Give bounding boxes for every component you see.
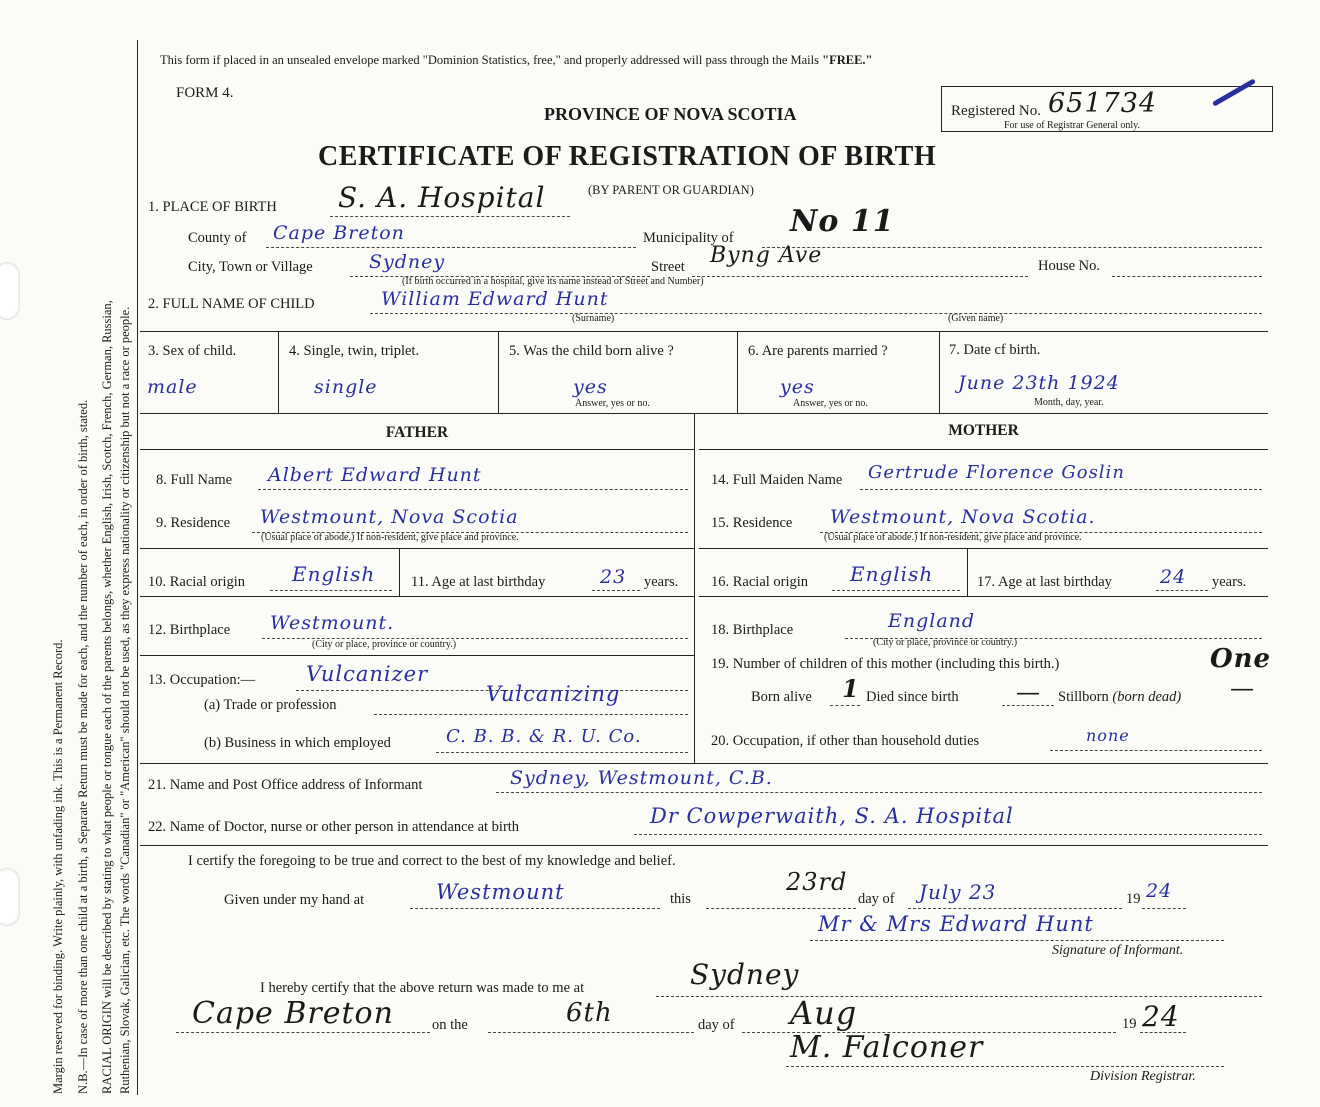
certify-month-value: July 23: [919, 880, 997, 904]
given-place-value: Westmount: [436, 880, 565, 904]
mother-birthplace-label: 18. Birthplace: [711, 622, 794, 638]
street-value: Byng Ave: [710, 243, 823, 268]
died-since-birth-line: [1002, 705, 1054, 706]
father-race-top-border: [140, 548, 694, 549]
certificate-title: CERTIFICATE OF REGISTRATION OF BIRTH: [318, 141, 937, 172]
margin-note-binding: Margin reserved for binding. Write plainly, with unfading ink. This is a Permanent Record.: [51, 639, 65, 1094]
binding-hole-bottom: [0, 868, 20, 926]
father-name-value: Albert Edward Hunt: [268, 464, 482, 486]
county-line: [266, 247, 636, 248]
mother-race-line: [832, 590, 960, 591]
single-value: single: [314, 376, 378, 398]
parents-top-border: [140, 413, 1268, 414]
registrar-place-value: Sydney: [690, 958, 800, 991]
municipality-value: No 11: [790, 204, 895, 239]
registrar-place-line: [656, 996, 1262, 997]
father-age-line: [592, 590, 640, 591]
registrar-signature: M. Falconer: [790, 1030, 984, 1065]
stillborn-label: [1058, 689, 1181, 706]
born-alive-value: 1: [842, 674, 860, 703]
registrar-month-value: Aug: [790, 994, 858, 1032]
city-label: City, Town or Village: [188, 259, 313, 275]
informant-label: 21. Name and Post Office address of Informant: [148, 777, 423, 793]
certification-top-border: [140, 845, 1268, 846]
mother-heading: MOTHER: [948, 422, 1019, 439]
father-race-divider: [399, 548, 400, 596]
by-parent-note: (BY PARENT OR GUARDIAN): [588, 183, 754, 197]
given-place-line: [410, 908, 660, 909]
parents-married-label: 6. Are parents married ?: [748, 343, 888, 359]
mother-birthplace-top-border: [699, 596, 1268, 597]
mail-notice-free: "FREE.": [822, 53, 873, 67]
informant-line: [496, 792, 1262, 793]
stillborn-value: —: [1230, 674, 1255, 702]
father-business-value: C. B. B. & R. U. Co.: [446, 726, 642, 747]
registrar-only-note: For use of Registrar General only.: [1004, 120, 1140, 131]
registrar-day-line: [488, 1032, 694, 1033]
informant-signature: Mr & Mrs Edward Hunt: [818, 912, 1094, 936]
province-heading: PROVINCE OF NOVA SCOTIA: [544, 104, 797, 124]
father-trade-label: (a) Trade or profession: [204, 697, 337, 713]
father-name-label: 8. Full Name: [156, 472, 233, 488]
binding-hole-top: [0, 262, 20, 320]
father-heading: FATHER: [385, 424, 449, 441]
father-occupation-label: 13. Occupation:—: [148, 672, 256, 688]
died-since-birth-label: Died since birth: [866, 689, 959, 705]
child-name-label: 2. FULL NAME OF CHILD: [148, 296, 315, 312]
hospital-note: (If birth occurred in a hospital, give its name instead of Street and Number): [402, 276, 704, 287]
born-alive-note: Answer, yes or no.: [575, 398, 650, 409]
father-trade-value: Vulcanizing: [486, 682, 621, 706]
margin-border: [137, 40, 138, 1095]
father-occupation-value: Vulcanizer: [306, 662, 429, 686]
stillborn-label-text: Stillborn: [1058, 689, 1109, 705]
certify-year-line: [1142, 908, 1186, 909]
certify-year-value: 24: [1146, 880, 1173, 902]
parents-married-note: Answer, yes or no.: [793, 398, 868, 409]
mother-age-years: years.: [1212, 574, 1247, 590]
born-alive-answer: yes: [573, 376, 608, 398]
mother-birthplace-note: (City or place, province or country.): [873, 637, 1018, 648]
place-of-birth-label: 1. PLACE OF BIRTH: [148, 199, 277, 215]
doctor-label: 22. Name of Doctor, nurse or other person in attendance at birth: [148, 819, 520, 835]
mail-notice-text: This form if placed in an unsealed envelope marked "Dominion Statistics, free," and properly addressed will pass through the Mails: [160, 53, 819, 67]
mother-race-divider: [967, 548, 968, 596]
mother-birthplace-value: England: [888, 610, 976, 632]
mother-occupation-label: 20. Occupation, if other than household duties: [711, 733, 980, 749]
sex-label: 3. Sex of child.: [148, 343, 237, 359]
date-of-birth-label: 7. Date cf birth.: [949, 342, 1041, 358]
certify-month-line: [908, 908, 1122, 909]
informant-signature-line: [810, 940, 1224, 941]
father-occupation-top-border: [140, 655, 694, 656]
row3-divider-4: [939, 331, 940, 413]
mother-race-top-border: [699, 548, 1268, 549]
mother-occupation-line: [1050, 750, 1262, 751]
municipality-line: [762, 247, 1262, 248]
margin-note-nationality: Ruthenian, Slovak, Galician, etc. The words "Canadian" or "American" should not be used, as they express nationality or citizenship but not a race or people.: [118, 306, 132, 1094]
certify-day-line: [706, 908, 856, 909]
date-of-birth-note: Month, day, year.: [1034, 397, 1104, 408]
father-residence-label: 9. Residence: [156, 515, 231, 531]
father-birthplace-top-border: [140, 596, 694, 597]
doctor-value: Dr Cowperwaith, S. A. Hospital: [650, 804, 1014, 828]
registrar-year-line: [1140, 1032, 1186, 1033]
row3-divider-1: [278, 331, 279, 413]
father-residence-value: Westmount, Nova Scotia: [260, 506, 519, 528]
registrar-signature-line: [786, 1066, 1224, 1067]
registrar-year-value: 24: [1142, 1000, 1180, 1033]
registered-number: 651734: [1048, 88, 1158, 119]
parents-center-divider: [694, 413, 695, 763]
father-birthplace-note: (City or place, province or country.): [312, 639, 457, 650]
city-value: Sydney: [369, 251, 446, 273]
registrar-county-value: Cape Breton: [192, 996, 394, 1031]
certify-year-prefix: 19: [1126, 891, 1141, 907]
father-name-line: [258, 489, 688, 490]
county-value: Cape Breton: [273, 222, 405, 244]
registrar-county-line: [176, 1032, 430, 1033]
father-race-value: English: [292, 562, 376, 586]
informant-value: Sydney, Westmount, C.B.: [510, 767, 773, 789]
mother-name-label: 14. Full Maiden Name: [711, 472, 843, 488]
margin-note-multiple-births: N.B.—In case of more than one child at a birth, a Separate Return must be made for each, and the number of each, in order of birth, stated.: [76, 399, 90, 1094]
registrar-on-the-label: on the: [432, 1017, 468, 1033]
sex-value: male: [147, 376, 198, 398]
father-birthplace-label: 12. Birthplace: [148, 622, 231, 638]
stillborn-note: (born dead): [1112, 689, 1182, 705]
father-race-label: 10. Racial origin: [148, 574, 246, 590]
mail-notice: [160, 53, 872, 68]
mother-residence-note: (Usual place of abode.) If non-resident, give place and province.: [824, 532, 1082, 543]
child-name-value: William Edward Hunt: [381, 288, 609, 310]
father-residence-note: (Usual place of abode.) If non-resident, give place and province.: [261, 532, 519, 543]
certify-day-value: 23rd: [786, 868, 848, 896]
mother-name-line: [860, 489, 1262, 490]
given-under-hand-label: Given under my hand at: [224, 892, 365, 908]
registrar-signature-label: Division Registrar.: [1090, 1069, 1196, 1084]
mother-age-line: [1156, 590, 1208, 591]
registrar-day-value: 6th: [566, 998, 613, 1028]
father-race-line: [270, 590, 392, 591]
row3-divider-3: [737, 331, 738, 413]
surname-note: (Surname): [572, 313, 615, 324]
date-of-birth-value: June 23th 1924: [958, 372, 1120, 394]
born-alive-question-label: 5. Was the child born alive ?: [509, 343, 674, 359]
mother-residence-value: Westmount, Nova Scotia.: [830, 506, 1096, 528]
father-business-label: (b) Business in which employed: [204, 735, 391, 751]
mother-children-label: 19. Number of children of this mother (including this birth.): [711, 656, 1060, 672]
registrar-statement: I hereby certify that the above return was made to me at: [260, 980, 585, 996]
father-age-value: 23: [600, 566, 627, 588]
row3-divider-2: [498, 331, 499, 413]
father-trade-line: [374, 714, 688, 715]
doctor-line: [634, 834, 1262, 835]
registrar-year-prefix: 19: [1122, 1016, 1137, 1032]
place-of-birth-line: [330, 216, 570, 217]
certify-day-of-label: day of: [858, 891, 895, 907]
mother-children-value: One: [1210, 644, 1272, 674]
parents-married-answer: yes: [780, 376, 815, 398]
mother-race-value: English: [850, 562, 934, 586]
born-alive-label: Born alive: [751, 689, 812, 705]
mother-residence-label: 15. Residence: [711, 515, 793, 531]
informant-top-border: [140, 763, 1268, 764]
born-alive-line: [830, 705, 860, 706]
informant-signature-label: Signature of Informant.: [1052, 943, 1184, 958]
mother-age-value: 24: [1160, 566, 1187, 588]
place-of-birth-value: S. A. Hospital: [338, 181, 546, 214]
house-no-label: House No.: [1038, 258, 1101, 274]
parents-heading-underline-left: [140, 449, 694, 450]
died-since-birth-value: —: [1016, 678, 1041, 706]
house-no-line: [1112, 276, 1262, 277]
father-age-years: years.: [644, 574, 679, 590]
certify-statement: I certify the foregoing to be true and correct to the best of my knowledge and belief.: [188, 853, 676, 869]
this-label: this: [670, 891, 691, 907]
mother-occupation-value: none: [1086, 726, 1130, 745]
child-name-line: [370, 313, 1262, 314]
single-label: 4. Single, twin, triplet.: [289, 343, 420, 359]
margin-note-racial-origin: RACIAL ORIGIN will be described by stating to what people or tongue each of the parents belongs, whether English, Irish, Scotch, French, German, Russian,: [100, 300, 114, 1094]
form-number: FORM 4.: [176, 85, 234, 101]
parents-heading-underline-right: [699, 449, 1268, 450]
street-line: [692, 276, 1028, 277]
municipality-label: Municipality of: [643, 230, 734, 246]
mother-age-label: 17. Age at last birthday: [977, 574, 1112, 590]
mother-race-label: 16. Racial origin: [711, 574, 809, 590]
street-label: Street: [651, 259, 685, 275]
county-label: County of: [188, 230, 247, 246]
registrar-day-of-label: day of: [698, 1017, 735, 1033]
mother-name-value: Gertrude Florence Goslin: [868, 462, 1125, 483]
row3-top-border: [140, 331, 1268, 332]
father-age-label: 11. Age at last birthday: [411, 574, 546, 590]
registered-label: Registered No.: [951, 103, 1041, 119]
father-birthplace-value: Westmount.: [270, 612, 395, 634]
father-business-line: [436, 752, 688, 753]
given-name-note: (Given name): [948, 313, 1004, 324]
